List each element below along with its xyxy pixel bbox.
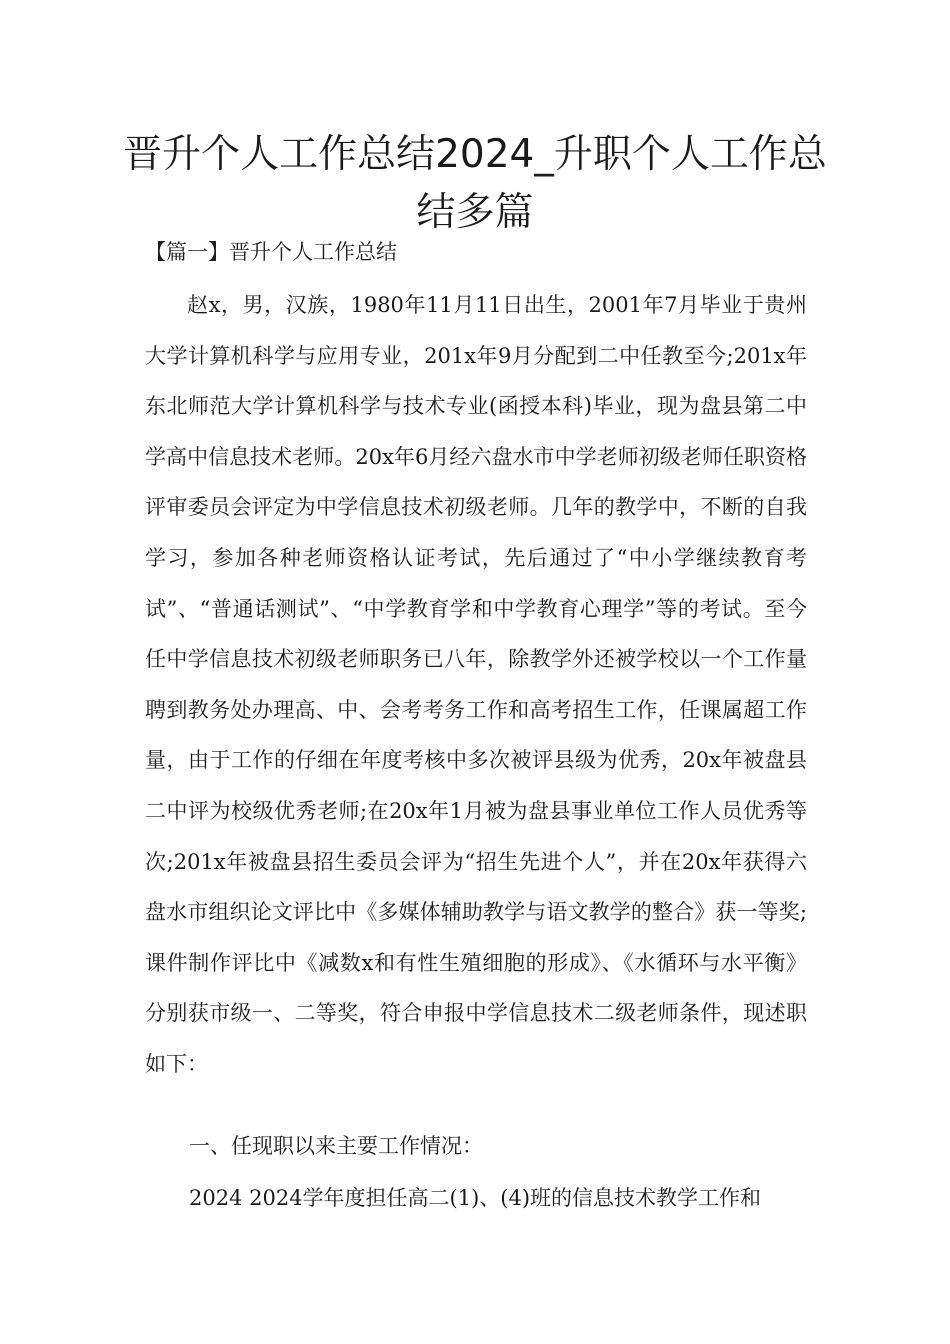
tail-paragraph: 2024 2024学年度担任高二(1)、(4)班的信息技术教学工作和 (189, 1186, 762, 1210)
document-title: 晋升个人工作总结2024_升职个人工作总结多篇 (123, 132, 827, 235)
intro-paragraph: 赵x，男，汉族，1980年11月11日出生，2001年7月毕业于贵州大学计算机科学与应用专业，201x年9月分配到二中任教至今;201x年东北师范大学计算机科学与技术专业(函授本科)毕业，现为盘县第二中学高中信息技术老师。20x年6月经六盘水市中学老师初级老师任职资格评审委员会评定为中学信息技术初级老师。几年的教学中，不断的自我学习，参加各种老师资格认证考试，先后通过了“中小学继续教育考试”、“普通话测试”、“中学教育学和中学教育心理学”等的考试。至今任中学信息技术初级老师职务已八年，除教学外还被学校以一个工作量聘到教务处办理高、中、会考考务工作和高考招生工作，任课属超工作量，由于工作的仔细在年度考核中多次被评县级为优秀，20x年被盘县二中评为校级优秀老师;在20x年1月被为盘县事业单位工作人员优秀等次;201x年被盘县招生委员会评为“招生先进个人”，并在20x年获得六盘水市组织论文评比中《多媒体辅助教学与语文教学的整合》获一等奖;课件制作评比中《减数x和有性生殖细胞的形成》、《水循环与水平衡》分别获市级一、二等奖，符合申报中学信息技术二级老师条件，现述职如下： (145, 293, 807, 1076)
section-heading: 【篇一】晋升个人工作总结 (145, 240, 397, 264)
subheading-work-summary: 一、任现职以来主要工作情况： (189, 1134, 483, 1158)
